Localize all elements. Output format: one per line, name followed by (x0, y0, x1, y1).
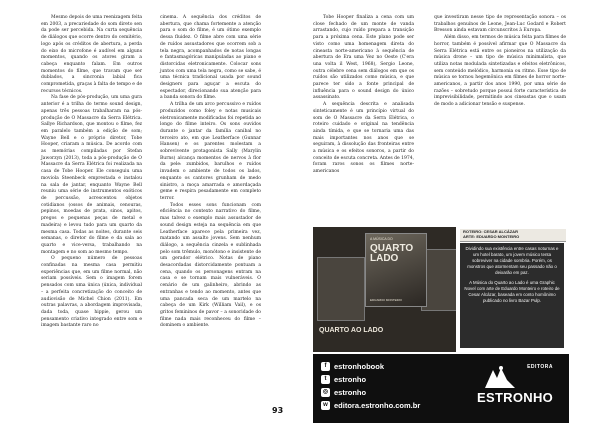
cover-kicker: A MÚSICA DO (370, 237, 393, 241)
text-column-4 (434, 15, 566, 109)
cover-title (370, 244, 413, 264)
paragraph: Mesmo depois de uma reenizagem feita em 2003, a precariedade do som direto sen da pode ser percebida. Na curta sequência de diálogos que ocorre dentro do cemitério, logo após os créditos de abertura, a perda do eixo do microfone é audível em alguns momentos, quando os atores giram a cabeça enquanto falam. Em outros momentos do filme, que travam que ser dublados, a sincronia labial fica comprometida, graças à falta de tempo e de recursos técnicos. (41, 15, 142, 94)
text-column-3 (313, 15, 414, 176)
synopsis-box (460, 243, 564, 348)
paragraph: cinema. A sequência dos créditos de abertura, que chama fortemente a atenção para o som do filme, é um ótimo exemplo dessa fluidez. O filme abre com uma série de ruídos assustadores que ocorrem sob a tela negra, acompanhados de notas longas e fantasmagóricas manipuladas ao piano e distorcidas eletronicamente. Colocar sons juntos com uma tela negra, como se sabe, é uma técnica tradicional usada por sound designers para aguçar a escuta do espectador, direcionando sua atenção para a banda sonora do filme. (160, 15, 261, 101)
cover-main (365, 233, 427, 307)
paragraph: A trilha de um arco percussivo e ruídos produzidos como foley e notas musicais eletronicamente modificadas foi repetida ao longo do filme inteiro. Os sons ouvidos durante o jantar da família canibal no terceiro ato, em que Leatherface (Gunnar Hansen) e os parentes molestam a sobrevivente protagonista Sally (Marylin Burns) alcança momentos de nervos à flor da pele: zumbidos, barulhos e ruídos invadem o ambiente de todos os lados, enquanto os cantores grunham de medo sinistro, a moça amarrada e amordaçada geme e respira pesadamente em completo terror. (160, 102, 261, 201)
credits-box (460, 229, 566, 242)
cover-small-left (317, 257, 365, 321)
logo-kicker: EDITORA (527, 364, 553, 370)
text-column-1 (41, 15, 142, 330)
social-links (321, 360, 420, 412)
cover-title-2: LADO (370, 253, 399, 264)
publisher-logo (473, 362, 555, 416)
social-instagram[interactable] (321, 386, 420, 399)
social-label: estronho (334, 375, 367, 384)
social-twitter[interactable] (321, 373, 420, 386)
social-label: estronhobook (334, 362, 384, 371)
paragraph: A sequência descrita e analisada sinteticamente é um princípio virtual do som de O Massacre da Serra Elétrica, o roteiro cuidado e original na tendência ainda tímida, e que se tornaria uma das mais importantes nos anos que se seguiram, à dissolução das fronteiras entre a música e os efeitos sonoros, a partir do conceito de escuta concreta. Antes de 1974, foram raros sonos os filmes norte-americanos (313, 102, 415, 175)
text-column-2 (160, 15, 261, 330)
credits-art: ARTE: EDUARDO MONTEIRO (463, 234, 520, 239)
web-icon: w (321, 401, 330, 410)
paragraph: que investiram nesse tipo de representação sonora – os trabalhos genuínos de Leone, Jean-Luc Godard e Robert Bresson ainda estavam circunscritos à Europa. (434, 15, 566, 34)
synopsis-paragraph: A Música do Quarto ao Lado é uma Graphic Novel com arte de Eduardo Monteiro e roteiro de Cesar Alcázar, baseada em conto homônimo publicado no livro Bazar Pulp. (464, 280, 560, 303)
paragraph: Na fase de pós-produção, um uma gura anterior é a trilha do termo sound design, apenas três pessoas trabalharam na pós-produção de O Massacre da Serra Elétrica. Sallye Richardson, que montou o filme, fez em paralelo também a edição de som; Wayne Bell e o próprio diretor, Tobe Hooper, criaram a música. De acordo com as memórias compiladas por Stefan Jaworzyn (2013), toda a pós-produção de O Massacre da Serra Elétrica foi realizada na casa de Tobe Hooper. Ele conseguiu uma moviola Steenbeck emprestada e instalou na sala de jantar, enquanto Wayne Bell reuniu uma série de instrumentos exóticos de percussão, acrescentou objetos cotidianos (ossos de animais, cenouras, pepinos, moedas de prata, sinos, apitos, pregos e pequenas peças de metal e madeira) e levou tudo para um quarto da mesma casa. Todas as noites, durante seis semanas, o diretor do filme e da sala ao quarto e vice-versa, trabalhando na montagem e no som ao mesmo tempo. (41, 95, 142, 255)
paragraph: Todos esses sons funcionam com eficiência no contexto narrativo do filme, mas talvez o exemplo mais assustador de sound design esteja na sequência em que Leatherface aparece pela primeira vez, matando um assalto jovens. Sem nenhum diálogo, a sequência cinzela e sublinhada pelo som trêmulo, monótono e insistente de um gerador elétrico. Notas de piano desacordadas distorcidamente pontuam a cena, quando os personagens entram na casa e se tornam mais vulneráveis. O cenário de um galinheiro, abrindo as entranhas e tendo ao momento, antes que uma pancada seca de um martelo na cabeça de um Kirk (William Vail), e os gritos femininos de pavor – a sonoridade do filme nada mais reconheceu do filme – dominem o ambiente. (160, 202, 261, 329)
paragraph: O pequeno número de pessoas confinadas na mesma casa permitiu experiências que, em um filme normal, não seriam possíveis. Sem o imagem forem pensados com uma única (única, individual – a perfeita concretização do conceito de audiovisão de Michel Chion (2011). Em outras palavras, a abordagem improvisada, dada toda, quase hippie, gerou um pensamento criativo integrado entre som e imagem bastante raro no (41, 256, 142, 329)
paragraph: Além disso, em termos de música feita para filmes de horror, também é possível afirmar que O Massacre da Serra Elétrica está entre os pioneiros na utilização da música drone – um tipo de música minimalista, que utiliza notas modulada sintetizadas e efeitos eletrônicos, sem conteúdo melódico, harmonia ou ritmo. Esse tipo de música se tornou hegemônica em filmes de horror norte-americanos, a partir dos anos 1990, por uma série de razões – sobretudo porque possui forte característica de imprevisibilidade, permitindo aos cineastas que o usam de modo a adicionar tensão e suspense. (434, 35, 566, 108)
book-covers-image (313, 227, 456, 352)
cover-title-1: QUARTO (370, 243, 414, 254)
synopsis-paragraph: Dividindo sua existência entre casas noturnas e um hotel barato, um jovem músico tenta sobreviver na cidade sombria. Porém, os monstros que atormentam seu passado não o deixarão em paz. (465, 246, 559, 275)
credits-script: ROTEIRO: CESAR ALCÁZAR (463, 229, 518, 234)
social-label: estronho (334, 388, 367, 397)
social-website[interactable] (321, 399, 420, 412)
cover-author: EDUARDO MONTEIRO (370, 298, 403, 302)
twitter-icon: t (321, 375, 330, 384)
social-label: editora.estronho.com.br (334, 401, 421, 410)
cover-small-title: QUARTO AO LADO (319, 327, 384, 334)
facebook-icon: f (321, 362, 330, 371)
instagram-icon: ◎ (322, 389, 329, 395)
ad-footer (313, 354, 569, 423)
social-facebook[interactable] (321, 360, 420, 373)
advertisement (313, 227, 569, 423)
paragraph: Tobe Hooper finaliza a cena com um close fechado de um monte de vanda arrastando, cujo ruído prepara a transição para a próxima cena. Este plano pode ser visto como uma homenagem direta do cineasta norte-americano à sequência de abertura de Era uma Vez no Oeste (C'era una volta il West, 1968), Sergio Leone, outra célebre cena sem diálogos em que os ruídos são utilizados como música, e que parece ter sido a fonte principal de influência para o sound design do único assassinato. (313, 15, 414, 101)
logo-icon (483, 364, 517, 390)
logo-name: ESTRONHO (477, 390, 554, 405)
ad-info-panel (458, 227, 569, 352)
page-number: 93 (272, 406, 284, 415)
